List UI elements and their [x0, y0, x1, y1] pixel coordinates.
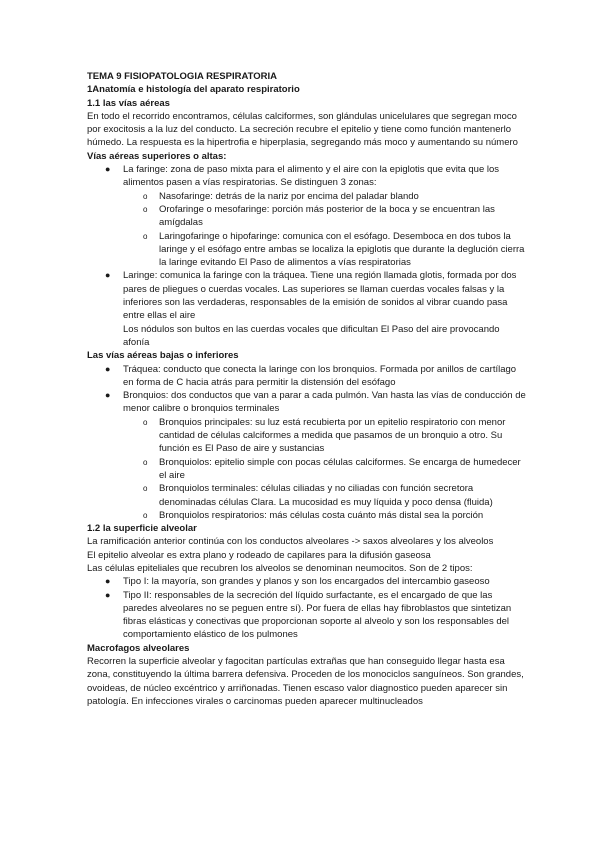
sublist-item-text: Bronquiolos terminales: células ciliadas y no ciliadas con función secretora denominadas células Clara. La mucosidad es muy líquida y poco densa (fluida): [159, 483, 493, 508]
sub-bullet-icon: o: [143, 191, 148, 201]
sublist-item-bronquios-principales: [123, 416, 527, 456]
bullet-icon: ●: [105, 576, 111, 587]
heading-macrofagos: Macrofagos alveolares: [87, 642, 190, 654]
bullet-icon: ●: [105, 270, 111, 281]
sub-bullet-icon: o: [143, 204, 148, 214]
bullet-icon: ●: [105, 164, 111, 175]
list-item-tipo-1: [87, 575, 527, 588]
faringe-sublist: [123, 190, 527, 270]
bullet-icon: ●: [105, 589, 111, 600]
list-item-continuation: Los nódulos son bultos en las cuerdas vocales que dificultan El Paso del aire provocando afonía: [123, 323, 500, 348]
paragraph-intro: En todo el recorrido encontramos, células calciformes, son glándulas unicelulares que segregan moco por exocitosis a la luz del conducto. La secreción recubre el epitelio y tiene como función mantenerlo húmedo. La respuesta es la hipertrofia e hiperplasia, segregando más moco y aumentando su número: [87, 110, 518, 149]
neumocitos-list: [87, 575, 527, 641]
subsection-heading-1-2: 1.2 la superficie alveolar: [87, 523, 197, 535]
document-title: TEMA 9 FISIOPATOLOGIA RESPIRATORIA: [87, 71, 278, 82]
bronquios-sublist: [123, 416, 527, 522]
sub-bullet-icon: o: [143, 484, 148, 494]
subsection-heading-1-1: 1.1 las vías aéreas: [87, 97, 170, 109]
sublist-item-nasofaringe: [123, 190, 527, 203]
paragraph-celulas: Las células epiteliales que recubren los alveolos se denominan neumocitos. Son de 2 tipos:: [87, 562, 473, 574]
bullet-icon: ●: [105, 390, 111, 401]
document-page: [87, 70, 527, 708]
sublist-item-text: Bronquiolos respiratorios: más células costa cuánto más distal sea la porción: [159, 509, 484, 521]
list-item-tipo-2: [87, 589, 527, 642]
lower-airways-list: [87, 363, 527, 523]
list-item-text: Tipo II: responsables de la secreción del líquido surfactante, es el encargado de que las paredes alveolares no se peguen entre sí). Por fuera de ellas hay fibroblastos que sintetizan fibras elásticas y conectivas que proporcionan soporte al alveolo y son los responsables del comportamiento elástico de los pulmones: [123, 589, 512, 641]
upper-airways-list: [87, 163, 527, 349]
heading-upper-airways: Vías aéreas superiores o altas:: [87, 150, 227, 162]
sublist-item-text: Nasofaringe: detrás de la nariz por encima del paladar blando: [159, 190, 419, 202]
list-item-text: Bronquios: dos conductos que van a parar a cada pulmón. Van hasta las vías de conducción de menor calibre o bronquios terminales: [123, 390, 526, 415]
sublist-item-orofaringe: [123, 203, 527, 230]
sublist-item-laringofaringe: [123, 230, 527, 270]
list-item-text: La faringe: zona de paso mixta para el alimento y el aire con la epiglotis que evita que los alimentos pasen a vías respiratorias. Se distinguen 3 zonas:: [123, 164, 500, 189]
sub-bullet-icon: o: [143, 510, 148, 520]
sublist-item-bronquiolos: [123, 456, 527, 483]
sub-bullet-icon: o: [143, 417, 148, 427]
bullet-icon: ●: [105, 363, 111, 374]
list-item-bronquios: [87, 389, 527, 522]
sublist-item-bronquiolos-respiratorios: [123, 509, 527, 522]
list-item-faringe: [87, 163, 527, 269]
sub-bullet-icon: o: [143, 457, 148, 467]
paragraph-epitelio: El epitelio alveolar es extra plano y rodeado de capilares para la difusión gaseosa: [87, 549, 431, 561]
paragraph-ramificacion: La ramificación anterior continúa con los conductos alveolares -> saxos alveolares y los alveolos: [87, 536, 494, 548]
sublist-item-text: Bronquios principales: su luz está recubierta por un epitelio respiratorio con menor cantidad de células calciformes a medida que pasamos de un bronquio a otro. Su función es El Paso de aire y sustancias: [159, 416, 506, 455]
list-item-laringe: [87, 269, 527, 349]
paragraph-macrofagos: Recorren la superficie alveolar y fagocitan partículas extrañas que han conseguido llegar hasta esa zona, constituyendo la última barrera defensiva. Proceden de los monociclos sanguíneos. Son grandes, ovoideas, de núcleo excéntrico y arriñonadas. Tienen escaso valor diagnostico pueden aparecer sin patología. En infecciones virales o carcinomas pueden aparecer multinucleados: [87, 656, 524, 707]
sublist-item-text: Laringofaringe o hipofaringe: comunica con el esófago. Desemboca en dos tubos la laringe y el esófago entre ambas se localiza la epiglotis que durante la deglución cierra la laringe evitando El Paso de alimentos a vías respiratorias: [159, 230, 525, 269]
list-item-text: Tráquea: conducto que conecta la laringe con los bronquios. Formada por anillos de cartílago en forma de C hacia atrás para permitir la distensión del esófago: [123, 363, 517, 388]
list-item-traquea: [87, 363, 527, 390]
sublist-item-text: Orofaringe o mesofaringe: porción más posterior de la boca y se encuentran las amígdalas: [159, 203, 495, 229]
sub-bullet-icon: o: [143, 231, 148, 241]
sublist-item-text: Bronquiolos: epitelio simple con pocas células calciformes. Se encarga de humedecer el aire: [159, 456, 521, 481]
list-item-text: Tipo I: la mayoría, son grandes y planos y son los encargados del intercambio gaseoso: [123, 576, 490, 588]
heading-lower-airways: Las vías aéreas bajas o inferiores: [87, 350, 239, 362]
section-heading-1: 1Anatomía e histología del aparato respiratorio: [87, 84, 300, 96]
sublist-item-bronquiolos-terminales: [123, 482, 527, 509]
list-item-text: Laringe: comunica la faringe con la tráquea. Tiene una región llamada glotis, formada por dos pares de pliegues o cuerdas vocales. Las superiores se llaman cuerdas vocales falsas y la inferiores son las verdaderas, responsables de la emisión de sonidos al vibrar cuando pasa entre ellas el aire: [123, 270, 517, 322]
